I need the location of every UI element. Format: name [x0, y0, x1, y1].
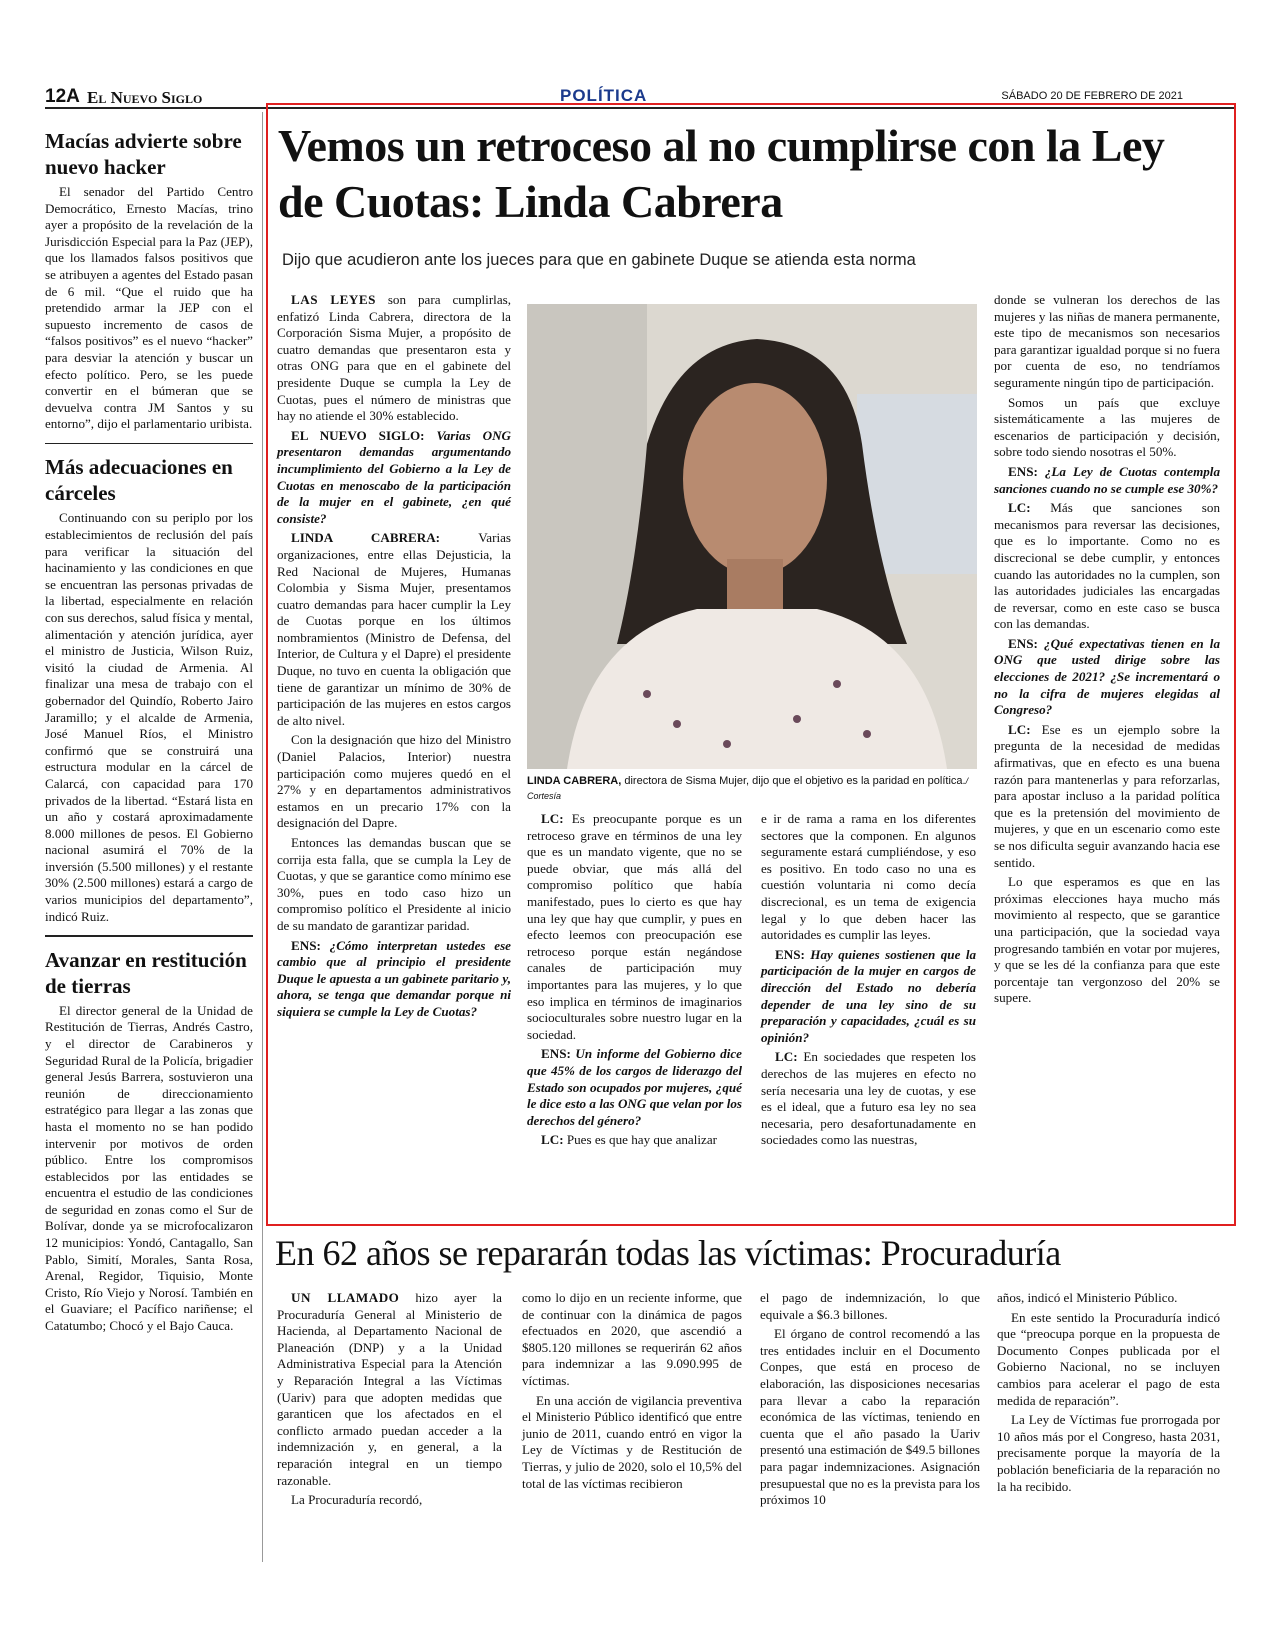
- article1-column-1: [277, 292, 511, 1021]
- speaker-label: LC:: [541, 811, 564, 826]
- lead-in: UN LLAMADO: [291, 1290, 400, 1305]
- paragraph-text: La Ley de Víctimas fue prorrogada por 10 años más por el Congreso, hasta 2031, precisamente porque la mayoría de la población beneficiaria de la reparación no la ha recibido.: [997, 1412, 1220, 1494]
- sidebar-vertical-rule: [262, 112, 263, 1562]
- article-paragraph: [277, 835, 511, 935]
- article-paragraph: [277, 732, 511, 832]
- article2-column-3: [760, 1290, 980, 1509]
- paragraph-text: son para cumplirlas, enfatizó Linda Cabrera, directora de la Corporación Sisma Mujer, a propósito de cuatro demandas que presentaron esta y otras ONG para que en el gabinete del presidente Duque se cumpla la Ley de Cuotas, pues el número de ministras que hay no atiende el 30% establecido.: [277, 292, 511, 424]
- paragraph-text: e ir de rama a rama en los diferentes sectores que la componen. En algunos seguramente estará cumpliéndose, y eso es positivo. En todo caso no una es cuestión voluntaria ni como decía discrecional, es un tema de exigencia legal y lo que deben hacer las autoridades es cumplir las leyes.: [761, 811, 976, 943]
- paragraph-text: como lo dijo en un reciente informe, que de continuar con la dinámica de pagos efectuados en 2020, que ascendió a $805.120 millones se requerirán 62 años para indemnizar a las 9.090.995 de víctimas.: [522, 1290, 742, 1388]
- article-paragraph: [994, 292, 1220, 392]
- paragraph-text: Ese es un ejemplo sobre la pregunta de la necesidad de medidas afirmativas, que en efecto es una buena razón para mantenerlas y para reforzarlas, para apostar incluso a la paridad política que es la pretensión del movimiento de mujeres, y que en un escenario como este se nos dificulta seguir avanzando hacia ese sentido.: [994, 721, 1220, 870]
- article-paragraph: [277, 938, 511, 1021]
- caption-text: directora de Sisma Mujer, dijo que el objetivo es la paridad en política.: [621, 775, 966, 787]
- article-paragraph: [994, 722, 1220, 871]
- sidebar-body: El senador del Partido Centro Democrático, Ernesto Macías, trino ayer a propósito de la revelación de la Jurisdicción Especial para la Paz (JEP), que los llamados falsos positivos que se atribuyen a agentes del Estado pasan de 6 mil. “Que el ruido que ha pretendido armar la JEP con el supuesto incremento de casos de “falsos positivos” es el nuevo “hacker” para desviar la atención y buscar un efecto político. Pero, se les puede convertir en el búmeran que se devuelva contra JM Santos y su entorno”, dijo el parlamentario uribista.: [45, 184, 253, 432]
- article-headline: Vemos un retroceso al no cumplirse con la Ley de Cuotas: Linda Cabrera: [278, 120, 1165, 227]
- article-paragraph: [277, 292, 511, 425]
- speaker-label: ENS:: [291, 937, 321, 953]
- article-paragraph: [277, 530, 511, 729]
- speaker-label: ENS:: [1008, 463, 1038, 479]
- speaker-label: LC:: [1008, 500, 1031, 516]
- sidebar-divider: [45, 443, 253, 445]
- article-subhead: Dijo que acudieron ante los jueces para que en gabinete Duque se atienda esta norma: [282, 251, 916, 269]
- section-name: POLÍTICA: [560, 86, 648, 105]
- paragraph-text: el pago de indemnización, lo que equivale a $6.3 billones.: [760, 1290, 980, 1322]
- speaker-label: ENS:: [541, 1046, 571, 1062]
- question-text: Hay quienes sostienen que la participación de la mujer en cargos de dirección del Estado no debería depender de una ley sino de su preparación y capacidades, ¿cuál es su opinión?: [761, 946, 976, 1045]
- article-paragraph: [527, 1046, 742, 1129]
- sidebar-headline: Avanzar en restitución de tierras: [45, 947, 247, 998]
- page-number: 12A: [45, 86, 80, 107]
- article1-column-2: [527, 811, 742, 1149]
- paragraph-text: Varias organizaciones, entre ellas Dejusticia, la Red Nacional de Mujeres, Humanas Colombia y Sisma Mujer, presentamos cuatro demandas para hacer cumplir la Ley de Cuotas porque en los últimos nombramientos (Ministro de Defensa, del Interior, de Cultura y el Dapre) el presidente Duque, no tuvo en cuenta la obligación que tiene de garantizar un mínimo de 30% de participación de las mujeres en estos cargos de alto nivel.: [277, 530, 511, 728]
- article-paragraph: [997, 1290, 1220, 1307]
- sidebar-story-3: [45, 947, 253, 1335]
- article1-column-3: [761, 811, 976, 1149]
- question-text: Un informe del Gobierno dice que 45% de los cargos de liderazgo del Estado son ocupados por mujeres, ¿qué le dice esto a las ONG que velan por los derechos del género?: [527, 1046, 742, 1128]
- article-paragraph: [277, 1290, 502, 1489]
- article-paragraph: [994, 500, 1220, 633]
- paragraph-text: Pues es que hay que analizar: [563, 1132, 717, 1148]
- caption-name: LINDA CABRERA,: [527, 775, 622, 787]
- speaker-label: LC:: [541, 1132, 564, 1148]
- article-paragraph: [522, 1290, 742, 1390]
- paragraph-text: El órgano de control recomendó a las tres entidades incluir en el Documento Conpes, que está en proceso de elaboración, las disposiciones necesarias para llevar a cabo la reparación económica de las víctimas, teniendo en cuenta que el año pasado la Uariv presentó una estimación de $49.5 billones para pagar indemnizaciones. Asignación presupuestal que no es la prevista para los próximos 10: [760, 1326, 980, 1508]
- article-paragraph: [760, 1326, 980, 1509]
- question-text: ¿Cómo interpretan ustedes ese cambio que al principio el presidente Duque le apuesta a un gabinete paritario y, ahora, se tenga que demandar porque ni siquiera se cumple la Ley de Cuotas?: [277, 937, 511, 1019]
- article2-headline: En 62 años se repararán todas las víctimas: Procuraduría: [275, 1233, 1061, 1273]
- photo-credit: / Cortesía: [527, 776, 969, 801]
- paper-name: El Nuevo Siglo: [87, 88, 203, 107]
- article-paragraph: [997, 1412, 1220, 1495]
- article2-column-2: [522, 1290, 742, 1492]
- paragraph-text: En este sentido la Procuraduría indicó que “preocupa porque en la propuesta de Documento Conpes publicada por el Gobierno Nacional, no se incluyen cambios para acelerar el pago de esta medida de reparación”.: [997, 1309, 1220, 1408]
- article-paragraph: [994, 874, 1220, 1007]
- article-paragraph: [522, 1393, 742, 1493]
- article-paragraph: [997, 1310, 1220, 1410]
- article-paragraph: [994, 395, 1220, 461]
- speaker-label: LC:: [1008, 721, 1031, 737]
- paragraph-text: hizo ayer la Procuraduría General al Ministerio de Hacienda, al Departamento Nacional de Planeación (DNP) y a la Unidad Administrativa Especial para la Atención y Reparación Integral a las Víctimas (Uariv) para que adopten medidas que garanticen que los afectados en el conflicto armado puedan acceder a la indemnización y, en general, a la reparación integral en un tiempo razonable.: [277, 1290, 502, 1488]
- paragraph-text: Entonces las demandas buscan que se corrija esta falla, que se cumpla la Ley de Cuotas, y que se garantice como mínimo ese 30%, pues en todo caso hizo un compromiso político el Presidente al inicio de su mandato de garantizar paridad.: [277, 835, 511, 933]
- sidebar-body: Continuando con su periplo por los establecimientos de reclusión del país para verificar la situación del hacinamiento y las condiciones en que se encuentran las personas privadas de la libertad, especialmente en relación con sus derechos, salud física y mental, alimentación y atención jurídica, ayer el ministro de Justicia, Wilson Ruiz, visitó la ciudad de Armenia. Al finalizar una mesa de trabajo con el gobernador del Quindío, Roberto Jairo Jaramillo; y el alcalde de Armenia, José Manuel Ríos, el Ministro confirmó que se construirá una estructura modular en la cárcel de Calarcá, con capacidad para 170 privados de la libertad. “Estará lista en un año y costará aproximadamente 8.000 millones de pesos. El Gobierno nacional asumirá el 70% de la inversión (5.500 millones) y el restante 30% (2.500 millones) estará a cargo de varios municipios del departamento”, indicó Ruiz.: [45, 510, 253, 924]
- speaker-label: LINDA CABRERA:: [291, 530, 441, 546]
- article-paragraph: [277, 1492, 502, 1509]
- article-paragraph: [760, 1290, 980, 1323]
- article-paragraph: [994, 636, 1220, 719]
- edition-date: SÁBADO 20 DE FEBRERO DE 2021: [1001, 90, 1183, 102]
- sidebar-story-2: [45, 454, 253, 925]
- sidebar-headline: Más adecuaciones en cárceles: [45, 455, 233, 506]
- paragraph-text: En sociedades que respeten los derechos de las mujeres en efecto no sería necesaria una ley de cuotas, y ese es el ideal, que a futuro esa ley no sea necesaria, pero desafortunadamente en sociedades como las nuestras,: [761, 1049, 976, 1148]
- paragraph-text: Con la designación que hizo del Ministro (Daniel Palacios, Interior) nuestra participación como mujeres quedó en el 27% y en departamentos administrativos estamos en un precario 17% con la designación del Dapre.: [277, 732, 511, 831]
- article-paragraph: [994, 464, 1220, 497]
- question-text: ¿La Ley de Cuotas contempla sanciones cuando no se cumple ese 30%?: [994, 463, 1220, 496]
- question-text: Varias ONG presentaron demandas argumentando incumplimiento del Gobierno a la Ley de Cuotas en menoscabo de la participación de la mujer en el gabinete, ¿en qué consiste?: [277, 427, 511, 526]
- sidebar: [45, 128, 253, 1335]
- article1-column-4: [994, 292, 1220, 1007]
- paragraph-text: Lo que esperamos es que en las próximas elecciones haya mucho más movimiento al respecto, que se garantice una participación, que la sociedad vaya progresando también en votar por mujeres, y que se les dé la confianza para que este porcentaje tan vergonzoso del 20% se supere.: [994, 874, 1220, 1006]
- article-paragraph: [277, 428, 511, 528]
- article-paragraph: [527, 1132, 742, 1149]
- paragraph-text: Más que sanciones son mecanismos para reversar las decisiones, que es lo importante. Como no es discrecional se debe cumplir, y entonces cuando las autoridades no la cumplen, son las autoridades judiciales las encargadas de reversar, como en este caso se busca con las demandas.: [994, 500, 1220, 632]
- portrait-image: [527, 304, 977, 769]
- article-paragraph: [761, 947, 976, 1047]
- sidebar-body: El director general de la Unidad de Restitución de Tierras, Andrés Castro, y el director de Carabineros y Seguridad Rural de la Policía, brigadier general Jesús Barrera, sostuvieron una reunión de direccionamiento estratégico para llegar a las zonas que hasta el momento no se han podido intervenir por motivos de orden público. Entre los compromisos establecidos por las entidades se encuentra el estudio de las condiciones de seguridad en zonas como el Sur de Bolívar, donde ya se microfocalizaron 12 municipios: Yondó, Cantagallo, San Pablo, Simití, Morales, Santa Rosa, Arenal, Regidor, Tiquisio, Monte Cristo, Río Viejo y Norosí. También en el Guaviare; el Pacífico nariñense; el Catatumbo; Chocó y el Bajo Cauca.: [45, 1002, 253, 1334]
- sidebar-divider: [45, 935, 253, 937]
- speaker-label: ENS:: [775, 946, 805, 962]
- sidebar-story-1: [45, 128, 253, 433]
- paragraph-text: En una acción de vigilancia preventiva el Ministerio Público identificó que entre junio de 2011, cuando entró en vigor la Ley de Víctimas y de Restitución de Tierras, y julio de 2020, solo el 10,5% del total de las víctimas recibieron: [522, 1392, 742, 1491]
- article-paragraph: [761, 811, 976, 944]
- paragraph-text: La Procuraduría recordó,: [291, 1492, 423, 1508]
- lead-in: LAS LEYES: [291, 292, 376, 307]
- article2-column-1: [277, 1290, 502, 1509]
- speaker-label: LC:: [775, 1049, 798, 1065]
- paragraph-text: Es preocupante porque es un retroceso grave en términos de una ley que es un mandato vigente, que no se puede obviar, que más allá del compromiso político que había manifestado, pues lo cierto es que hay una ley que hay que cumplir, y pues en efecto leemos con preocupación ese retroceso porque están negándose canales de participación muy importantes para las mujeres, y lo que eso implica en términos de imaginarios socioculturales sobre nuestro lugar en la sociedad.: [527, 811, 742, 1042]
- article-paragraph: [761, 1049, 976, 1149]
- speaker-label: ENS:: [1008, 635, 1038, 651]
- photo-caption: [527, 774, 977, 804]
- interview-photo: [527, 304, 977, 769]
- question-text: ¿Qué expectativas tienen en la ONG que usted dirige sobre las elecciones de 2021? ¿Se incrementará o no la cifra de mujeres elegidas al Congreso?: [994, 635, 1220, 718]
- article-paragraph: [527, 811, 742, 1043]
- article2-column-4: [997, 1290, 1220, 1495]
- paragraph-text: años, indicó el Ministerio Público.: [997, 1290, 1178, 1305]
- paragraph-text: Somos un país que excluye sistemáticamente a las mujeres de escenarios de participación y decisión, sobre todo siendo nosotras el 50%.: [994, 394, 1220, 460]
- speaker-label: EL NUEVO SIGLO:: [291, 427, 425, 443]
- paragraph-text: donde se vulneran los derechos de las mujeres y las niñas de manera permanente, este tipo de mecanismos son necesarios para garantizar igualdad porque si no fuera por cuenta de eso, no tendríamos seguramente ningún tipo de participación.: [994, 292, 1220, 390]
- sidebar-headline: Macías advierte sobre nuevo hacker: [45, 129, 242, 179]
